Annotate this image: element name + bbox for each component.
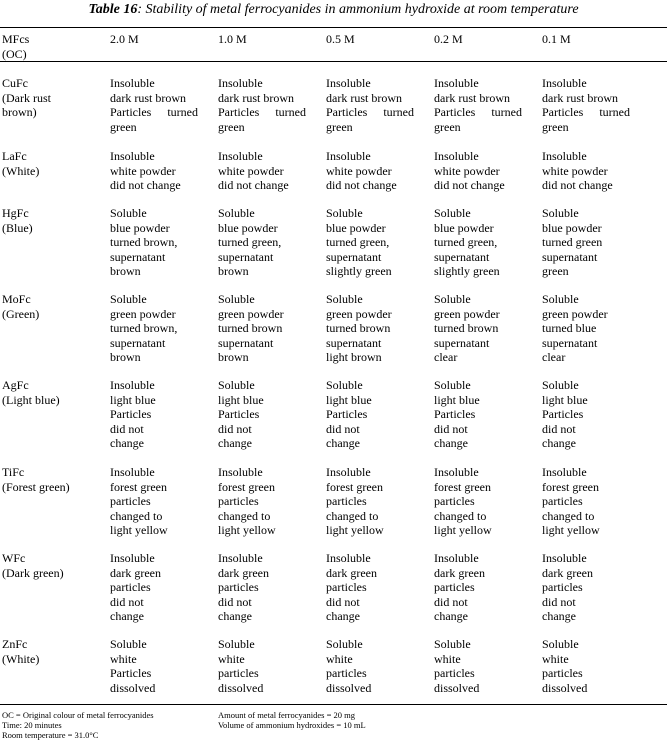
- cell-line: change: [434, 609, 468, 624]
- cell-line: supernatant: [542, 335, 598, 350]
- cell-word: Particles: [110, 105, 152, 120]
- cell-line: [218, 105, 306, 120]
- cell-line: TiFc: [2, 465, 25, 479]
- cell-line: supernatant: [326, 335, 382, 350]
- cell-line: AgFc: [2, 378, 29, 392]
- cell-line: forest green: [218, 479, 275, 494]
- cell-line: Insoluble: [110, 378, 155, 392]
- table-cell: [542, 378, 588, 451]
- table-cell: [542, 76, 630, 134]
- cell-line: Soluble: [218, 378, 255, 392]
- footnote-right: [218, 710, 366, 730]
- cell-line: did not: [110, 594, 144, 609]
- cell-line: Soluble: [434, 206, 471, 220]
- cell-line: changed to: [434, 508, 487, 523]
- cell-line: [326, 105, 414, 120]
- cell-line: green powder: [542, 306, 608, 321]
- cell-line: WFc: [2, 551, 26, 565]
- cell-line: white powder: [434, 163, 500, 178]
- table-cell: [542, 206, 602, 279]
- cell-line: dark green: [110, 565, 161, 580]
- cell-line: forest green: [542, 479, 599, 494]
- cell-line: Insoluble: [326, 465, 371, 479]
- cell-line: blue powder: [218, 220, 278, 235]
- header-concentration: 0.5 M: [326, 32, 355, 46]
- cell-line: supernatant: [110, 335, 166, 350]
- table-cell: [542, 292, 608, 365]
- table-cell: [218, 206, 281, 279]
- footnote-line: OC = Original colour of metal ferrocyanides: [2, 710, 154, 720]
- row-label: [2, 206, 33, 235]
- cell-line: Particles: [110, 666, 152, 681]
- table-cell: [218, 76, 306, 134]
- cell-line: supernatant: [110, 249, 166, 264]
- cell-line: green: [326, 119, 353, 134]
- header-concentration: 0.2 M: [434, 32, 463, 46]
- cell-line: Soluble: [110, 637, 147, 651]
- cell-line: dark rust brown: [542, 90, 618, 105]
- cell-line: turned brown: [218, 321, 283, 336]
- cell-line: turned brown,: [110, 321, 178, 336]
- cell-line: LaFc: [2, 149, 27, 163]
- cell-line: changed to: [326, 508, 379, 523]
- cell-line: light yellow: [326, 523, 384, 538]
- cell-line: did not: [218, 594, 252, 609]
- table-cell: [218, 551, 269, 624]
- cell-line: dark green: [326, 565, 377, 580]
- cell-line: did not: [110, 421, 144, 436]
- cell-line: blue powder: [326, 220, 386, 235]
- cell-line: dark rust brown: [434, 90, 510, 105]
- cell-line: change: [542, 436, 576, 451]
- cell-line: light blue: [326, 392, 372, 407]
- cell-line: (Forest green): [2, 479, 70, 494]
- table-cell: [326, 637, 371, 695]
- cell-line: green: [110, 119, 137, 134]
- table-cell: [218, 637, 263, 695]
- cell-line: Insoluble: [434, 465, 479, 479]
- cell-line: CuFc: [2, 76, 29, 90]
- table-cell: [434, 637, 479, 695]
- cell-line: did not change: [218, 178, 289, 193]
- cell-line: turned brown: [434, 321, 499, 336]
- cell-line: green powder: [434, 306, 500, 321]
- table-cell: [110, 378, 156, 451]
- cell-line: Insoluble: [218, 551, 263, 565]
- cell-line: supernatant: [218, 335, 274, 350]
- cell-line: (Blue): [2, 220, 33, 235]
- cell-line: light blue: [542, 392, 588, 407]
- cell-line: change: [110, 609, 144, 624]
- cell-line: dark green: [434, 565, 485, 580]
- cell-word: turned: [167, 105, 198, 120]
- table-cell: [542, 149, 613, 193]
- table-cell: [218, 292, 284, 365]
- cell-line: (Dark rust: [2, 90, 51, 105]
- cell-line: particles: [326, 666, 367, 681]
- cell-line: Particles: [110, 407, 152, 422]
- row-label: [2, 76, 51, 120]
- cell-line: white powder: [218, 163, 284, 178]
- cell-line: did not: [434, 421, 468, 436]
- cell-line: supernatant: [326, 249, 382, 264]
- cell-line: Particles: [218, 407, 260, 422]
- cell-line: brown): [2, 105, 37, 120]
- cell-line: slightly green: [434, 264, 500, 279]
- cell-line: supernatant: [434, 249, 490, 264]
- cell-line: light yellow: [542, 523, 600, 538]
- cell-line: white: [326, 651, 353, 666]
- cell-line: dissolved: [218, 680, 264, 695]
- cell-line: Soluble: [542, 206, 579, 220]
- table-cell: [110, 149, 181, 193]
- footnote-line: Volume of ammonium hydroxides = 10 mL: [218, 720, 366, 730]
- cell-line: white: [110, 651, 137, 666]
- cell-line: particles: [218, 580, 259, 595]
- cell-line: [434, 105, 522, 120]
- cell-line: brown: [218, 350, 249, 365]
- cell-line: Soluble: [434, 637, 471, 651]
- cell-line: Insoluble: [542, 76, 587, 90]
- footnote-line: Time: 20 minutes: [2, 720, 62, 730]
- cell-line: changed to: [542, 508, 595, 523]
- cell-line: particles: [218, 666, 259, 681]
- cell-line: light brown: [326, 350, 382, 365]
- cell-line: light yellow: [434, 523, 492, 538]
- cell-line: Soluble: [218, 637, 255, 651]
- table-cell: [434, 551, 485, 624]
- cell-line: Particles: [326, 407, 368, 422]
- cell-line: turned blue: [542, 321, 597, 336]
- header-bottom-rule: [0, 61, 667, 62]
- cell-line: dark rust brown: [218, 90, 294, 105]
- table-cell: [110, 637, 155, 695]
- cell-line: Insoluble: [110, 465, 155, 479]
- table-caption-label: Table 16: [88, 2, 138, 17]
- cell-line: particles: [542, 494, 583, 509]
- cell-line: forest green: [326, 479, 383, 494]
- footnote-line: Amount of metal ferrocyanides = 20 mg: [218, 710, 355, 720]
- cell-line: white powder: [110, 163, 176, 178]
- cell-line: green powder: [326, 306, 392, 321]
- cell-line: light blue: [434, 392, 480, 407]
- cell-line: Insoluble: [542, 551, 587, 565]
- cell-line: Soluble: [542, 292, 579, 306]
- cell-line: supernatant: [218, 249, 274, 264]
- footnote-left: [2, 710, 154, 740]
- cell-line: white powder: [326, 163, 392, 178]
- cell-line: Soluble: [218, 206, 255, 220]
- cell-line: (White): [2, 651, 40, 666]
- cell-line: dark rust brown: [326, 90, 402, 105]
- table-cell: [542, 637, 587, 695]
- cell-line: Insoluble: [218, 465, 263, 479]
- header-row-label: [2, 32, 29, 61]
- cell-line: Soluble: [326, 206, 363, 220]
- cell-line: Insoluble: [434, 149, 479, 163]
- cell-line: particles: [326, 580, 367, 595]
- cell-line: (White): [2, 163, 40, 178]
- cell-line: light blue: [218, 392, 264, 407]
- row-label: [2, 378, 60, 407]
- cell-word: turned: [491, 105, 522, 120]
- cell-line: MFcs: [2, 32, 30, 46]
- cell-line: dissolved: [542, 680, 588, 695]
- cell-line: [110, 105, 198, 120]
- table-cell: [434, 149, 505, 193]
- cell-line: green: [542, 119, 569, 134]
- table-cell: [218, 378, 264, 451]
- cell-line: forest green: [434, 479, 491, 494]
- cell-line: light blue: [110, 392, 156, 407]
- cell-line: Insoluble: [542, 465, 587, 479]
- row-label: [2, 551, 64, 580]
- cell-word: Particles: [434, 105, 476, 120]
- cell-line: change: [434, 436, 468, 451]
- cell-line: Soluble: [326, 637, 363, 651]
- table-cell: [434, 378, 480, 451]
- footnote-line: Room temperature = 31.0°C: [2, 730, 99, 740]
- cell-line: clear: [434, 350, 458, 365]
- cell-line: dissolved: [110, 680, 156, 695]
- cell-line: green: [218, 119, 245, 134]
- table-cell: [110, 551, 161, 624]
- cell-line: particles: [110, 580, 151, 595]
- cell-line: change: [218, 609, 252, 624]
- cell-line: turned green,: [326, 235, 390, 250]
- cell-line: supernatant: [542, 249, 598, 264]
- table-cell: [110, 465, 168, 538]
- cell-line: Insoluble: [110, 76, 155, 90]
- row-label: [2, 149, 39, 178]
- cell-line: Soluble: [542, 637, 579, 651]
- cell-line: dark green: [218, 565, 269, 580]
- cell-line: green: [434, 119, 461, 134]
- cell-line: white powder: [542, 163, 608, 178]
- table-caption-text: : Stability of metal ferrocyanides in ammonium hydroxide at room temperature: [137, 2, 579, 17]
- cell-line: blue powder: [110, 220, 170, 235]
- cell-line: Insoluble: [218, 76, 263, 90]
- cell-line: Insoluble: [326, 149, 371, 163]
- cell-line: particles: [110, 494, 151, 509]
- cell-line: clear: [542, 350, 566, 365]
- cell-line: brown: [218, 264, 249, 279]
- cell-line: particles: [434, 494, 475, 509]
- cell-line: Insoluble: [434, 76, 479, 90]
- table-cell: [326, 292, 392, 365]
- cell-line: white: [218, 651, 245, 666]
- cell-line: did not: [326, 421, 360, 436]
- cell-line: brown: [110, 350, 141, 365]
- cell-line: green powder: [218, 306, 284, 321]
- table-cell: [326, 76, 414, 134]
- cell-line: dark rust brown: [110, 90, 186, 105]
- cell-line: change: [542, 609, 576, 624]
- cell-line: did not change: [542, 178, 613, 193]
- cell-line: turned green,: [434, 235, 498, 250]
- table-cell: [110, 292, 177, 365]
- cell-line: light yellow: [110, 523, 168, 538]
- cell-line: turned green,: [218, 235, 282, 250]
- cell-line: particles: [434, 580, 475, 595]
- row-label: [2, 637, 39, 666]
- cell-line: (Light blue): [2, 392, 60, 407]
- cell-line: Soluble: [434, 378, 471, 392]
- cell-line: Soluble: [326, 378, 363, 392]
- table-cell: [110, 206, 177, 279]
- table-cell: [434, 206, 500, 279]
- cell-line: turned green: [542, 235, 603, 250]
- table-cell: [326, 465, 384, 538]
- cell-line: green powder: [110, 306, 176, 321]
- header-concentration: 1.0 M: [218, 32, 247, 46]
- cell-line: Particles: [542, 407, 584, 422]
- cell-line: (Dark green): [2, 565, 64, 580]
- cell-line: white: [542, 651, 569, 666]
- cell-line: Insoluble: [434, 551, 479, 565]
- cell-line: Soluble: [110, 206, 147, 220]
- table-cell: [542, 465, 600, 538]
- table-bottom-rule: [0, 704, 667, 705]
- cell-line: change: [326, 436, 360, 451]
- cell-line: dark green: [542, 565, 593, 580]
- cell-line: particles: [218, 494, 259, 509]
- cell-line: dissolved: [326, 680, 372, 695]
- cell-line: Soluble: [434, 292, 471, 306]
- cell-word: turned: [383, 105, 414, 120]
- cell-line: did not: [542, 421, 576, 436]
- cell-line: Soluble: [542, 378, 579, 392]
- cell-line: turned brown,: [110, 235, 178, 250]
- table-top-rule: [0, 27, 667, 28]
- table-cell: [434, 76, 522, 134]
- row-label: [2, 292, 39, 321]
- row-label: [2, 465, 70, 494]
- table-cell: [326, 551, 377, 624]
- cell-word: Particles: [218, 105, 260, 120]
- cell-line: did not: [218, 421, 252, 436]
- cell-line: Particles: [434, 407, 476, 422]
- cell-line: (Green): [2, 306, 40, 321]
- cell-line: Insoluble: [542, 149, 587, 163]
- cell-line: (OC): [2, 46, 27, 61]
- cell-line: changed to: [218, 508, 271, 523]
- cell-line: did not change: [110, 178, 181, 193]
- cell-line: Insoluble: [326, 551, 371, 565]
- cell-line: Soluble: [218, 292, 255, 306]
- cell-line: did not: [326, 594, 360, 609]
- table-cell: [110, 76, 198, 134]
- cell-line: forest green: [110, 479, 167, 494]
- cell-line: change: [326, 609, 360, 624]
- table-cell: [326, 378, 372, 451]
- header-concentration: 2.0 M: [110, 32, 139, 46]
- cell-line: brown: [110, 264, 141, 279]
- cell-line: Insoluble: [218, 149, 263, 163]
- cell-word: Particles: [542, 105, 584, 120]
- cell-line: HgFc: [2, 206, 29, 220]
- cell-line: MoFc: [2, 292, 31, 306]
- cell-line: particles: [542, 666, 583, 681]
- cell-line: green: [542, 264, 569, 279]
- cell-line: particles: [326, 494, 367, 509]
- table-cell: [218, 465, 276, 538]
- cell-word: Particles: [326, 105, 368, 120]
- cell-line: Insoluble: [110, 149, 155, 163]
- cell-line: supernatant: [434, 335, 490, 350]
- cell-line: did not: [434, 594, 468, 609]
- cell-line: did not change: [326, 178, 397, 193]
- table-cell: [542, 551, 593, 624]
- cell-line: particles: [542, 580, 583, 595]
- cell-line: change: [218, 436, 252, 451]
- cell-line: dissolved: [434, 680, 480, 695]
- cell-line: light yellow: [218, 523, 276, 538]
- cell-line: did not change: [434, 178, 505, 193]
- table-caption: [0, 1, 667, 19]
- cell-word: turned: [275, 105, 306, 120]
- cell-word: turned: [599, 105, 630, 120]
- cell-line: change: [110, 436, 144, 451]
- table-cell: [326, 149, 397, 193]
- cell-line: changed to: [110, 508, 163, 523]
- table-cell: [326, 206, 392, 279]
- cell-line: did not: [542, 594, 576, 609]
- table-cell: [434, 292, 500, 365]
- table-cell: [218, 149, 289, 193]
- cell-line: slightly green: [326, 264, 392, 279]
- cell-line: particles: [434, 666, 475, 681]
- cell-line: [542, 105, 630, 120]
- cell-line: ZnFc: [2, 637, 28, 651]
- table-cell: [434, 465, 492, 538]
- cell-line: turned brown: [326, 321, 391, 336]
- cell-line: Insoluble: [326, 76, 371, 90]
- cell-line: white: [434, 651, 461, 666]
- cell-line: Insoluble: [110, 551, 155, 565]
- cell-line: Soluble: [326, 292, 363, 306]
- cell-line: blue powder: [542, 220, 602, 235]
- cell-line: Soluble: [110, 292, 147, 306]
- header-concentration: 0.1 M: [542, 32, 571, 46]
- cell-line: blue powder: [434, 220, 494, 235]
